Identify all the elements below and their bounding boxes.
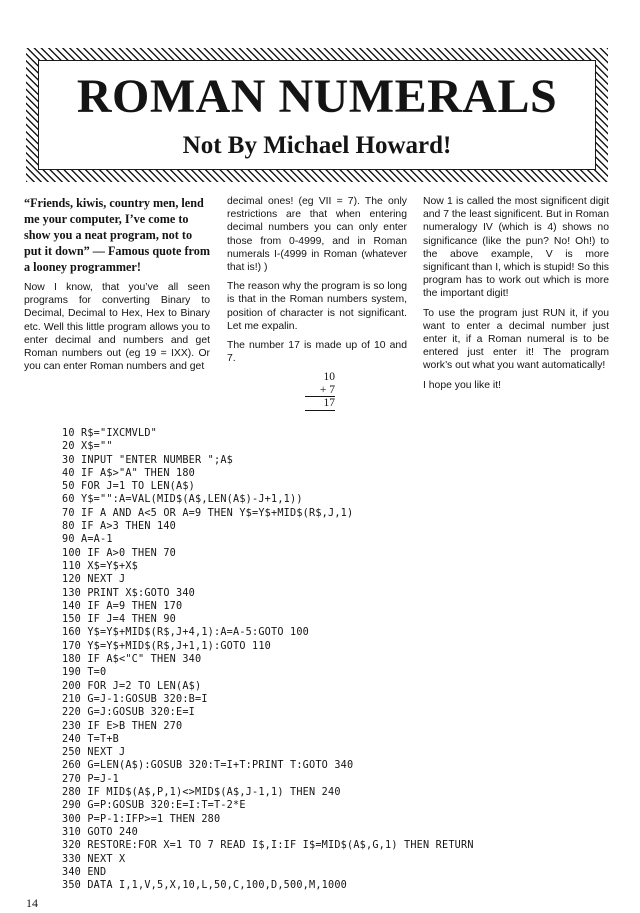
- paragraph: The reason why the program is so long is that in the Roman numbers system, position of character is not significant. Let me expalin.: [227, 281, 407, 332]
- code-line: 120 NEXT J: [62, 574, 126, 586]
- code-line: 50 FOR J=1 TO LEN(A$): [62, 481, 196, 493]
- page-title: ROMAN NUMERALS: [76, 70, 558, 123]
- code-line: 140 IF A=9 THEN 170: [62, 600, 183, 612]
- code-line: 250 NEXT J: [62, 747, 126, 759]
- article-column-1: [24, 195, 210, 379]
- code-line: 320 RESTORE:FOR X=1 TO 7 READ I$,I:IF I$=MID$(A$,G,1) THEN RETURN: [62, 840, 474, 852]
- paragraph: Now I know, that you’ve all seen programs for converting Binary to Decimal, Decimal to Hex, Hex to Binary etc. Well this little program allows you to enter decimal and numbers and get Roman numbers out (eg 19 = IXX). Or you can enter Roman numbers and get: [24, 282, 210, 373]
- code-line: 30 INPUT "ENTER NUMBER ";A$: [62, 454, 234, 466]
- code-line: 300 P=P-1:IFP>=1 THEN 280: [62, 813, 221, 825]
- code-line: 290 G=P:GOSUB 320:E=I:T=T-2*E: [62, 800, 246, 812]
- code-line: 90 A=A-1: [62, 534, 113, 546]
- code-line: 110 X$=Y$+X$: [62, 560, 139, 572]
- code-line: 170 Y$=Y$+MID$(R$,J+1,1):GOTO 110: [62, 640, 272, 652]
- paragraph: I hope you like it!: [423, 379, 501, 391]
- opening-quote: “Friends, kiwis, country men, lend me your computer, I’ve come to show you a neat program, not to put it down” — Famous quote from a looney programmer!: [24, 196, 210, 274]
- article-column-3: [423, 195, 609, 398]
- page-number: 14: [26, 896, 38, 910]
- code-line: 280 IF MID$(A$,P,1)<>MID$(A$,J-1,1) THEN 240: [62, 787, 341, 799]
- code-line: 220 G=J:GOSUB 320:E=I: [62, 707, 196, 719]
- code-line: 40 IF A$>"A" THEN 180: [62, 467, 196, 479]
- code-line: 60 Y$="":A=VAL(MID$(A$,LEN(A$)-J+1,1)): [62, 494, 303, 506]
- code-line: 230 IF E>B THEN 270: [62, 720, 183, 732]
- code-line: 200 FOR J=2 TO LEN(A$): [62, 680, 202, 692]
- article-column-2: [227, 195, 407, 411]
- code-line: 190 T=0: [62, 667, 107, 679]
- code-line: 210 G=J-1:GOSUB 320:B=I: [62, 693, 208, 705]
- code-line: 270 P=J-1: [62, 773, 120, 785]
- code-line: 350 DATA I,1,V,5,X,10,L,50,C,100,D,500,M,1000: [62, 880, 348, 892]
- paragraph: The number 17 is made up of 10 and 7.: [227, 340, 407, 365]
- code-line: 130 PRINT X$:GOTO 340: [62, 587, 196, 599]
- code-line: 70 IF A AND A<5 OR A=9 THEN Y$=Y$+MID$(R$,J,1): [62, 507, 354, 519]
- program-listing: [62, 427, 622, 892]
- code-line: 330 NEXT X: [62, 853, 126, 865]
- code-line: 20 X$="": [62, 441, 113, 453]
- sum-line: + 7: [305, 384, 335, 398]
- sum-line: 17: [305, 397, 335, 411]
- paragraph: To use the program just RUN it, if you want to enter a decimal number just enter it, if a Roman numeral is to be entered just enter it! The program work’s out what you want automatically!: [423, 307, 609, 372]
- code-line: 100 IF A>0 THEN 70: [62, 547, 177, 559]
- paragraph: decimal ones! (eg VII = 7). The only restrictions are that when entering decimal numbers you can only enter those from 0-4999, and in Roman numerals I-(4999 in Roman (whatever that is!) ): [227, 196, 407, 274]
- code-line: 10 R$="IXCMVLD": [62, 428, 158, 439]
- sum-line: 10: [323, 371, 335, 384]
- code-line: 80 IF A>3 THEN 140: [62, 521, 177, 533]
- code-line: 260 G=LEN(A$):GOSUB 320:T=I+T:PRINT T:GOTO 340: [62, 760, 354, 772]
- page-subtitle: Not By Michael Howard!: [182, 132, 452, 159]
- title-panel: [38, 60, 596, 170]
- addition-example: [305, 371, 335, 411]
- paragraph: Now 1 is called the most significent digit and 7 the least significent. But in Roman numeralogy IV (which is 4) shows no significance (like the pun? No! Oh!) to the above example, V is more significant than I, which is stupid! So this program has to work out which is more the important digit!: [423, 196, 609, 300]
- code-line: 150 IF J=4 THEN 90: [62, 614, 177, 626]
- code-line: 240 T=T+B: [62, 733, 120, 745]
- code-line: 160 Y$=Y$+MID$(R$,J+4,1):A=A-5:GOTO 100: [62, 627, 310, 639]
- code-line: 180 IF A$<"C" THEN 340: [62, 654, 202, 666]
- code-line: 310 GOTO 240: [62, 826, 139, 838]
- code-line: 340 END: [62, 866, 107, 878]
